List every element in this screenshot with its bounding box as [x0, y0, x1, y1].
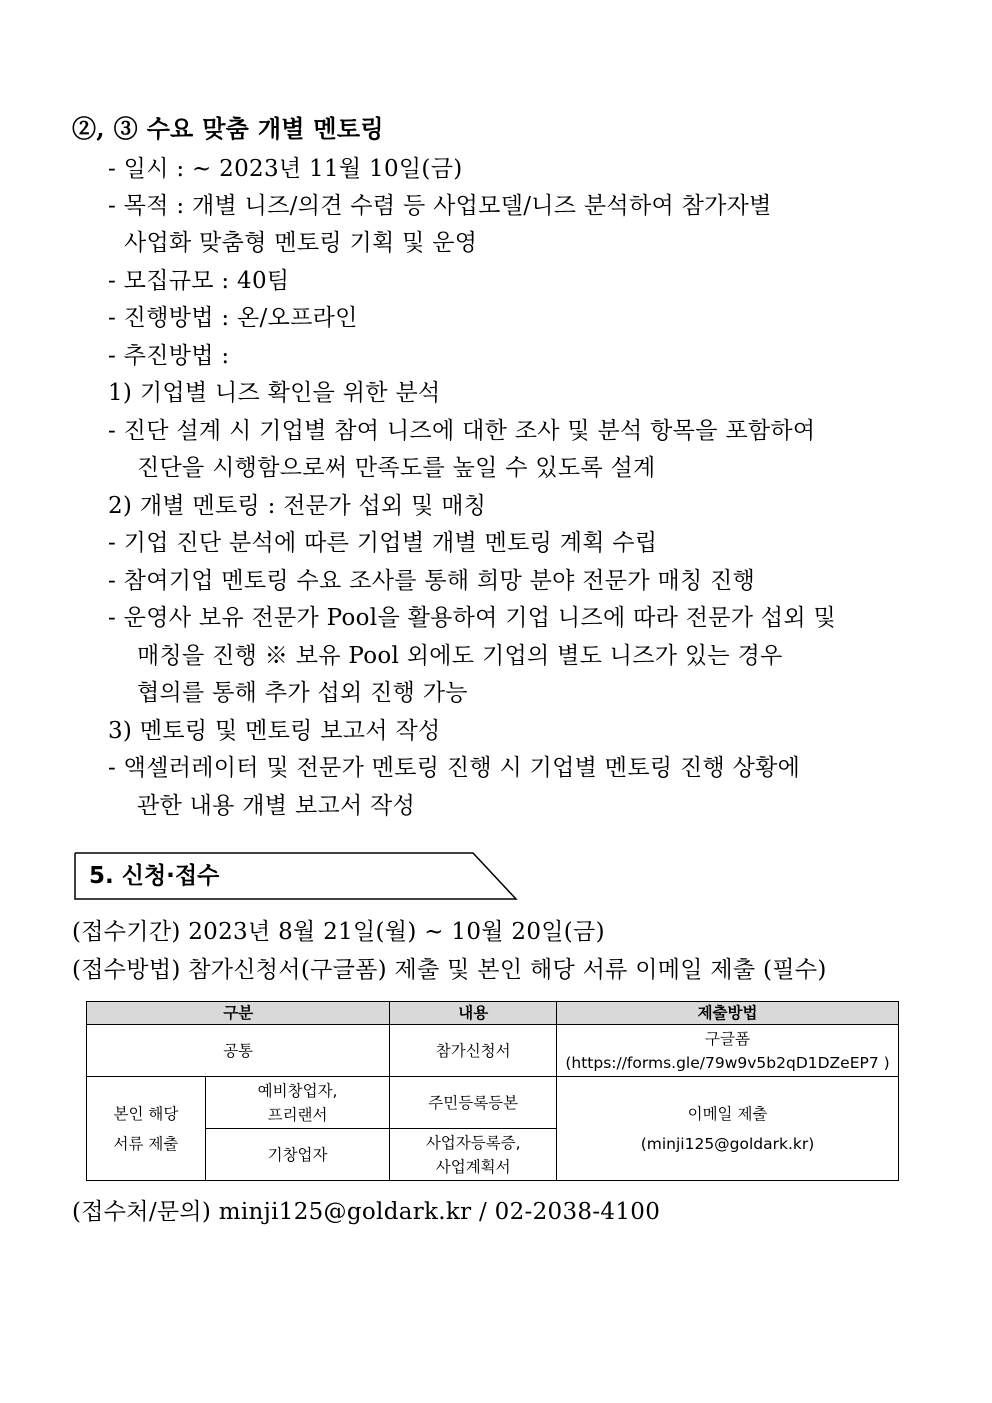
- google-form-link[interactable]: (https://forms.gle/79w9v5b2qD1DZeEP7 ): [565, 1053, 890, 1072]
- line-promotion: - 추진방법 :: [108, 343, 230, 369]
- line-step3: 3) 멘토링 및 멘토링 보고서 작성: [108, 718, 441, 744]
- cell-prestartup: [205, 1077, 390, 1129]
- self-docs-line1: 본인 해당: [113, 1104, 179, 1123]
- line-step3-a: - 액셀러레이터 및 전문가 멘토링 진행 시 기업별 멘토링 진행 상황에: [108, 755, 801, 781]
- line-step3-a-cont: 관한 내용 개별 보고서 작성: [137, 793, 416, 819]
- cell-self-docs: [87, 1077, 206, 1181]
- section-header-box: [73, 851, 518, 901]
- self-docs-line2: 서류 제출: [113, 1134, 179, 1153]
- application-period: (접수기간) 2023년 8월 21일(월) ~ 10월 20일(금): [72, 919, 605, 945]
- application-contact: (접수처/문의) minji125@goldark.kr / 02-2038-4100: [72, 1199, 661, 1225]
- application-method: (접수방법) 참가신청서(구글폼) 제출 및 본인 해당 서류 이메일 제출 (필수): [72, 957, 827, 983]
- line-step1: 1) 기업별 니즈 확인을 위한 분석: [108, 380, 441, 406]
- line-purpose: - 목적 : 개별 니즈/의견 수렴 등 사업모델/니즈 분석하여 참가자별: [108, 193, 772, 219]
- cell-common: 공통: [87, 1025, 390, 1077]
- google-form-label: 구글폼: [705, 1029, 750, 1048]
- header-content: 내용: [390, 1002, 557, 1025]
- cell-common-method: [557, 1025, 899, 1077]
- cell-resident-register: 주민등록등본: [390, 1077, 557, 1129]
- header-method: 제출방법: [557, 1002, 899, 1025]
- line-step1-a-cont: 진단을 시행함으로써 만족도를 높일 수 있도록 설계: [137, 455, 656, 481]
- prestartup-line1: 예비창업자,: [257, 1081, 338, 1100]
- cell-email-submit: [557, 1077, 899, 1181]
- submission-table: [86, 1001, 899, 1181]
- cell-common-content: 참가신청서: [390, 1025, 557, 1077]
- line-method: - 진행방법 : 온/오프라인: [108, 305, 358, 331]
- header-category: 구분: [87, 1002, 390, 1025]
- prestartup-line2: 프리랜서: [267, 1105, 328, 1124]
- section-title-application: 5. 신청·접수: [89, 863, 220, 889]
- business-docs-line1: 사업자등록증,: [425, 1133, 521, 1152]
- line-step2-c-cont2: 협의를 통해 추가 섭외 진행 가능: [137, 680, 468, 706]
- line-purpose-cont: 사업화 맞춤형 멘토링 기획 및 운영: [124, 230, 478, 256]
- email-submit-address[interactable]: (minji125@goldark.kr): [640, 1134, 815, 1153]
- business-docs-line2: 사업계획서: [435, 1157, 511, 1176]
- section-title-mentoring: ②, ③ 수요 맞춤 개별 멘토링: [72, 114, 384, 143]
- cell-existing-startup: 기창업자: [205, 1129, 390, 1181]
- line-step2-b: - 참여기업 멘토링 수요 조사를 통해 희망 분야 전문가 매칭 진행: [108, 568, 756, 594]
- line-recruit-size: - 모집규모 : 40팀: [108, 268, 290, 294]
- line-step2-c: - 운영사 보유 전문가 Pool을 활용하여 기업 니즈에 따라 전문가 섭외 및: [108, 605, 837, 631]
- email-submit-label: 이메일 제출: [687, 1104, 768, 1123]
- line-schedule: - 일시 : ~ 2023년 11월 10일(금): [108, 156, 463, 182]
- line-step2: 2) 개별 멘토링 : 전문가 섭외 및 매칭: [108, 493, 487, 519]
- line-step1-a: - 진단 설계 시 기업별 참여 니즈에 대한 조사 및 분석 항목을 포함하여: [108, 418, 816, 444]
- line-step2-a: - 기업 진단 분석에 따른 기업별 개별 멘토링 계획 수립: [108, 530, 658, 556]
- line-step2-c-cont1: 매칭을 진행 ※ 보유 Pool 외에도 기업의 별도 니즈가 있는 경우: [137, 643, 783, 669]
- cell-business-docs: [390, 1129, 557, 1181]
